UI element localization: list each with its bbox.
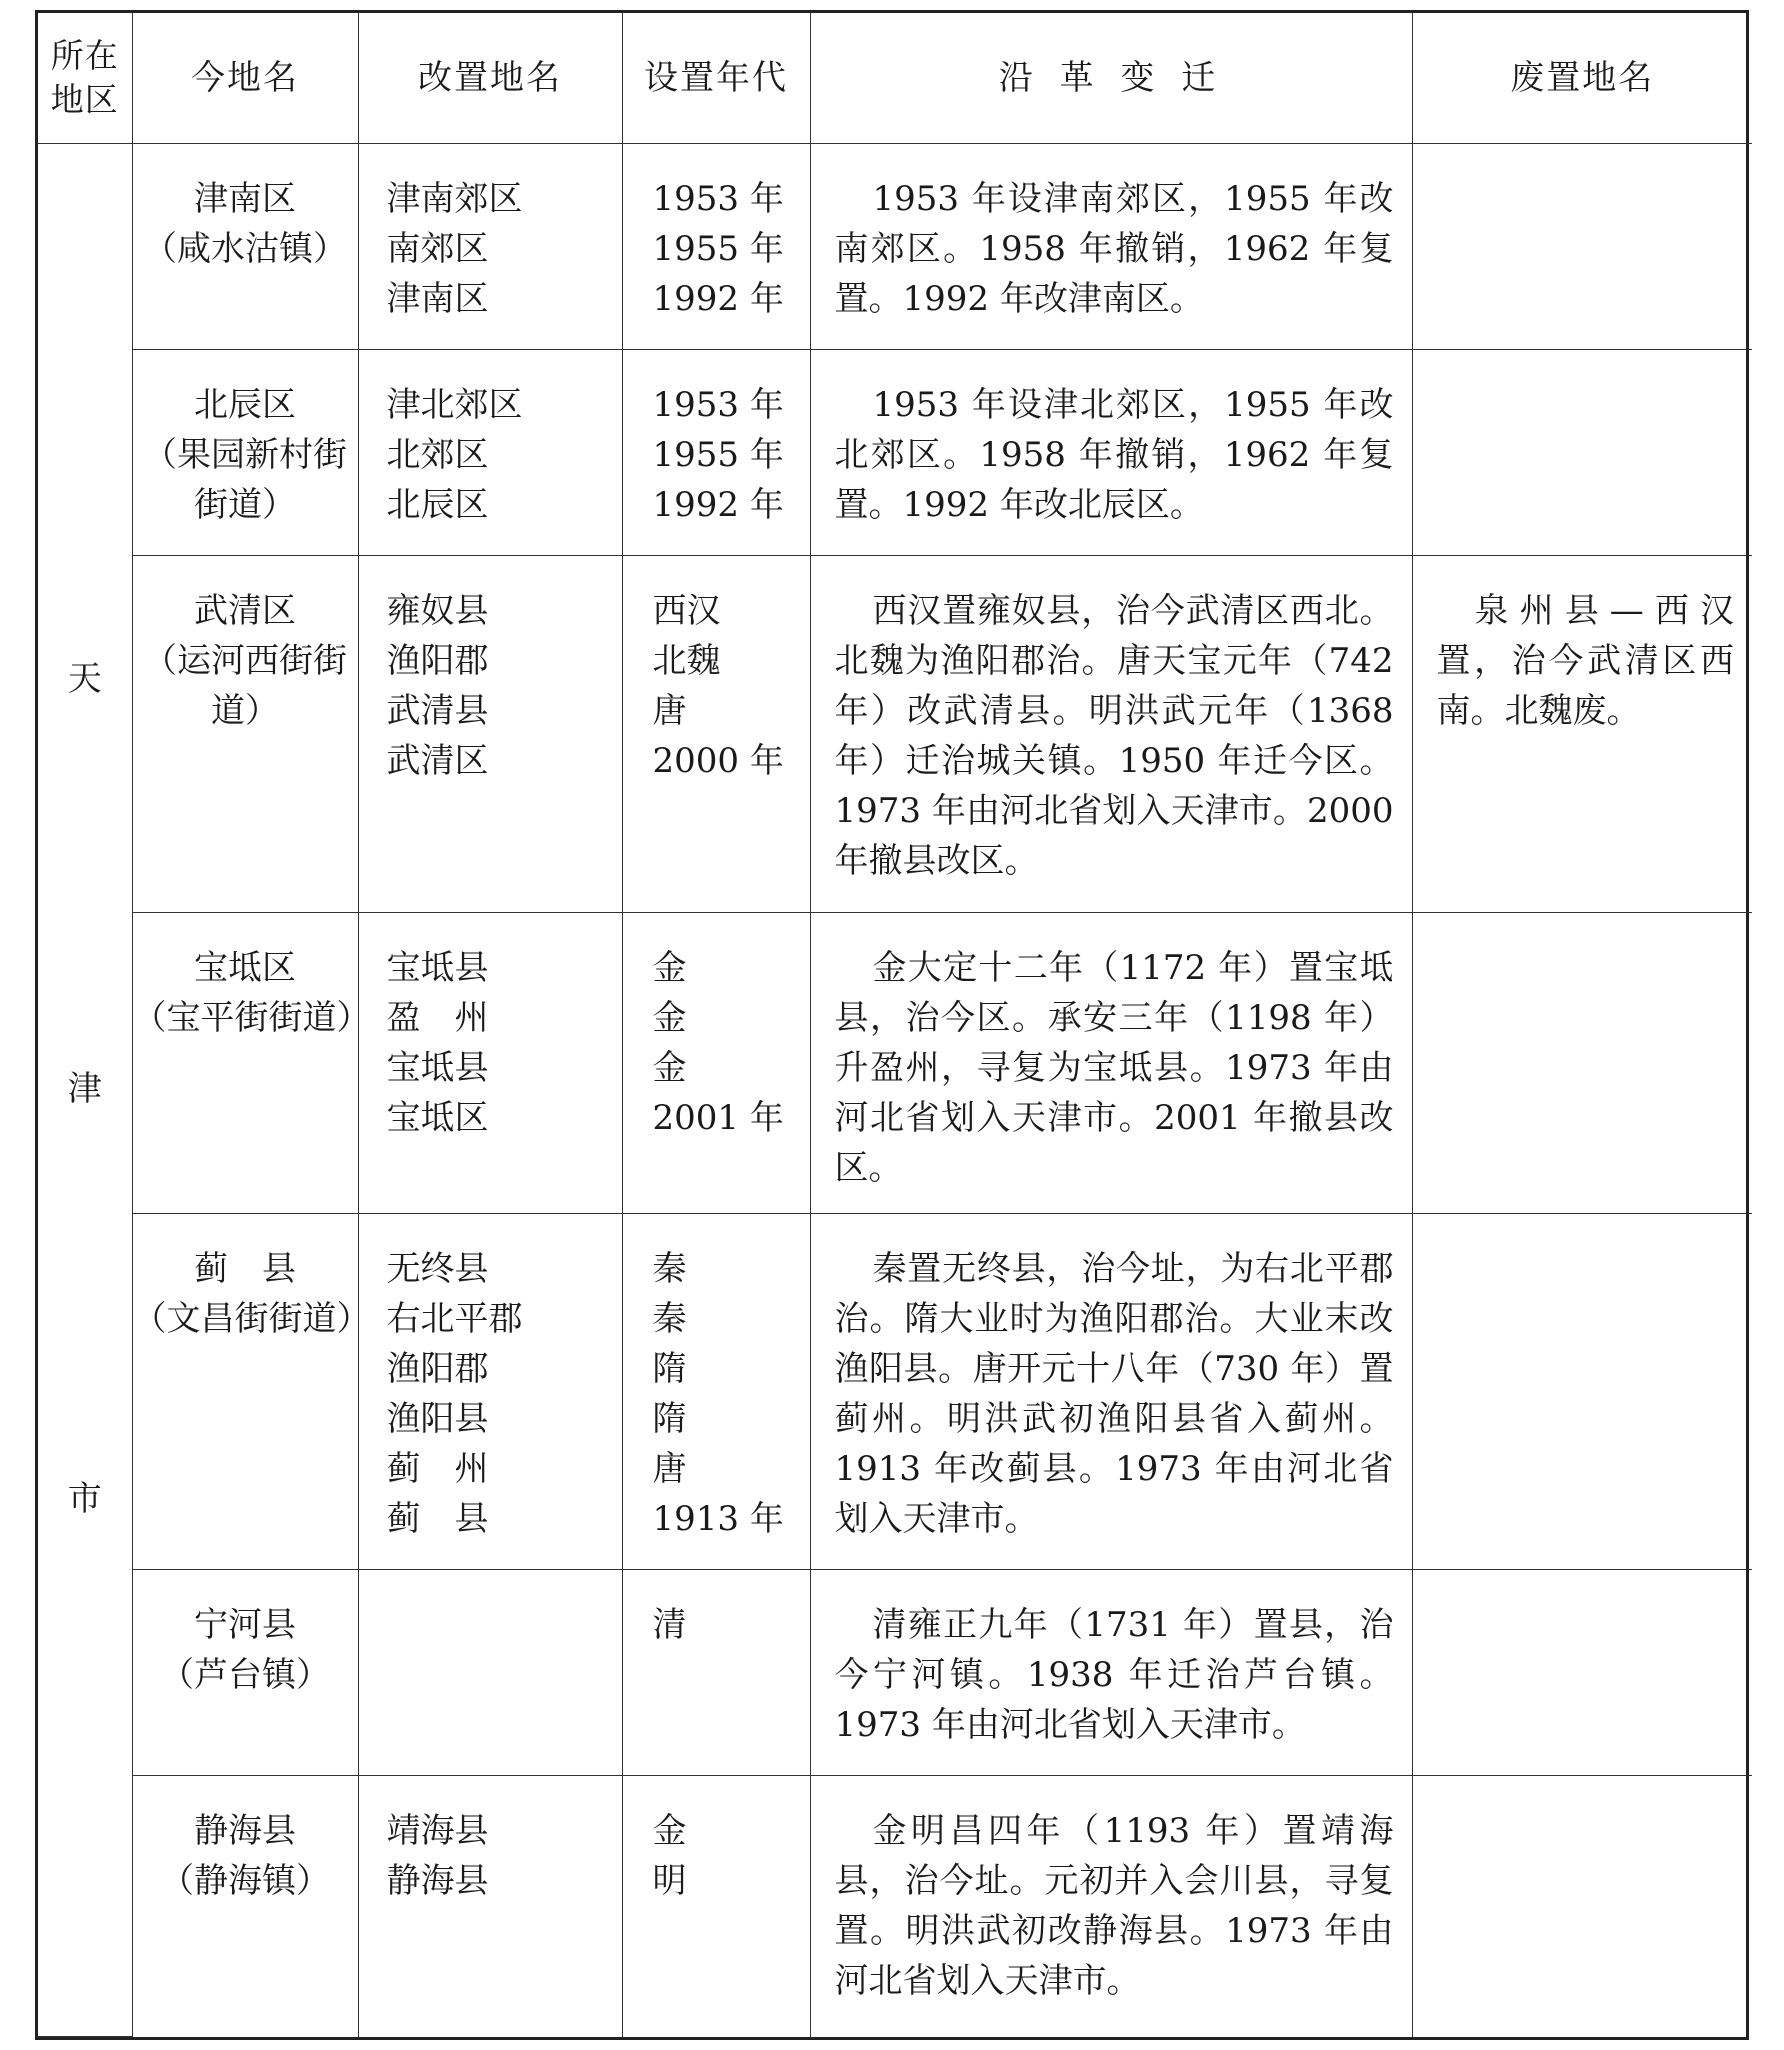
years-cell bbox=[622, 143, 810, 349]
modern-name-cell bbox=[132, 350, 358, 556]
renamed-name: 渔阳郡 bbox=[386, 1348, 489, 1389]
abolished-name-cell bbox=[1412, 350, 1752, 556]
history-cell: 1953 年设津南郊区，1955 年改南郊区。1958 年撤销，1962 年复置。1992 年改津南区。 bbox=[810, 143, 1412, 349]
renamed-names-cell bbox=[358, 1776, 622, 2037]
header-region-line-2: 地区 bbox=[50, 79, 119, 119]
year-established: 金 bbox=[652, 997, 687, 1038]
year-established: 金 bbox=[652, 1047, 687, 1088]
renamed-name: 津南郊区 bbox=[386, 178, 523, 219]
year-established: 1992 年 bbox=[652, 485, 784, 526]
renamed-name: 宝坻县 bbox=[386, 1047, 489, 1088]
modern-name-cell bbox=[132, 143, 358, 349]
renamed-name: 渔阳县 bbox=[386, 1398, 489, 1439]
county-seat: 道） bbox=[211, 691, 279, 732]
header-region bbox=[38, 13, 132, 143]
renamed-name: 右北平郡 bbox=[386, 1298, 523, 1339]
region-char: 天 bbox=[67, 658, 102, 699]
year-established: 1953 年 bbox=[652, 385, 784, 426]
renamed-names-cell bbox=[358, 1213, 622, 1570]
history-cell: 金大定十二年（1172 年）置宝坻县，治今区。承安三年（1198 年）升盈州，寻复为宝坻县。1973 年由河北省划入天津市。2001 年撤县改区。 bbox=[810, 912, 1412, 1213]
header-year-established: 设置年代 bbox=[622, 13, 810, 143]
renamed-name: 北郊区 bbox=[386, 435, 489, 476]
abolished-name-cell: 泉州县—西汉置，治今武清区西南。北魏废。 bbox=[1412, 556, 1752, 913]
renamed-name: 靖海县 bbox=[386, 1811, 489, 1852]
abolished-name-cell bbox=[1412, 912, 1752, 1213]
year-established: 唐 bbox=[652, 1448, 687, 1489]
history-cell: 秦置无终县，治今址，为右北平郡治。隋大业时为渔阳郡治。大业末改渔阳县。唐开元十八年（730 年）置蓟州。明洪武初渔阳县省入蓟州。1913 年改蓟县。1973 年由河北省划入天津市。 bbox=[810, 1213, 1412, 1570]
header-abolished-name: 废置地名 bbox=[1412, 13, 1752, 143]
year-established: 金 bbox=[652, 947, 687, 988]
year-established: 2000 年 bbox=[652, 741, 784, 782]
years-cell bbox=[622, 912, 810, 1213]
modern-name: 静海县 bbox=[194, 1811, 296, 1852]
modern-name: 津南区 bbox=[194, 178, 296, 219]
year-established: 1953 年 bbox=[652, 178, 784, 219]
year-established: 金 bbox=[652, 1811, 687, 1852]
county-seat: （宝平街街道） bbox=[132, 997, 371, 1038]
history-cell: 1953 年设津北郊区，1955 年改北郊区。1958 年撤销，1962 年复置。1992 年改北辰区。 bbox=[810, 350, 1412, 556]
county-seat: （芦台镇） bbox=[160, 1655, 330, 1696]
abolished-name-cell bbox=[1412, 1570, 1752, 1776]
renamed-names-cell bbox=[358, 556, 622, 913]
header-row bbox=[38, 13, 1752, 143]
year-established: 隋 bbox=[652, 1348, 687, 1389]
year-established: 1955 年 bbox=[652, 435, 784, 476]
abolished-name-cell bbox=[1412, 1776, 1752, 2037]
region-char: 津 bbox=[67, 1068, 102, 1109]
years-cell bbox=[622, 1776, 810, 2037]
history-cell: 西汉置雍奴县，治今武清区西北。北魏为渔阳郡治。唐天宝元年（742 年）改武清县。明洪武元年（1368 年）迁治城关镇。1950 年迁今区。1973 年由河北省划入天津市。2000 年撤县改区。 bbox=[810, 556, 1412, 913]
table-row bbox=[38, 1213, 1752, 1570]
modern-name-cell bbox=[132, 1570, 358, 1776]
renamed-name: 宝坻县 bbox=[386, 947, 489, 988]
table-row bbox=[38, 912, 1752, 1213]
county-seat: （运河西街街 bbox=[143, 641, 347, 682]
renamed-name: 北辰区 bbox=[386, 485, 489, 526]
renamed-name: 蓟 州 bbox=[386, 1448, 489, 1489]
year-established: 1955 年 bbox=[652, 228, 784, 269]
modern-name: 宁河县 bbox=[194, 1605, 296, 1646]
gazetteer-table-frame bbox=[35, 10, 1749, 2040]
modern-name-cell bbox=[132, 912, 371, 1213]
header-renamed-name: 改置地名 bbox=[358, 13, 622, 143]
county-seat: （果园新村街 bbox=[143, 435, 347, 476]
renamed-name: 南郊区 bbox=[386, 228, 489, 269]
renamed-name: 津南区 bbox=[386, 278, 489, 319]
year-established: 北魏 bbox=[652, 641, 721, 682]
years-cell bbox=[622, 556, 810, 913]
region-cell bbox=[38, 143, 132, 2036]
modern-name-cell bbox=[132, 1776, 358, 2037]
table-row bbox=[38, 143, 1752, 349]
year-established: 秦 bbox=[652, 1248, 687, 1289]
modern-name-cell bbox=[132, 556, 358, 913]
table-row bbox=[38, 1776, 1752, 2037]
renamed-names-cell bbox=[358, 912, 622, 1213]
header-history: 沿 革 变 迁 bbox=[810, 13, 1412, 143]
year-established: 秦 bbox=[652, 1298, 687, 1339]
modern-name: 蓟 县 bbox=[194, 1248, 296, 1289]
renamed-name: 静海县 bbox=[386, 1861, 489, 1902]
modern-name: 武清区 bbox=[194, 591, 296, 632]
history-cell: 金明昌四年（1193 年）置靖海县，治今址。元初并入会川县，寻复置。明洪武初改静海县。1973 年由河北省划入天津市。 bbox=[810, 1776, 1412, 2037]
renamed-name: 无终县 bbox=[386, 1248, 489, 1289]
years-cell bbox=[622, 1213, 810, 1570]
table-row bbox=[38, 1570, 1752, 1776]
year-established: 明 bbox=[652, 1861, 687, 1902]
county-seat: （文昌街街道） bbox=[132, 1298, 371, 1339]
table-row bbox=[38, 556, 1752, 913]
renamed-name: 津北郊区 bbox=[386, 385, 523, 426]
year-established: 1992 年 bbox=[652, 278, 784, 319]
year-established: 清 bbox=[652, 1605, 687, 1646]
history-cell: 清雍正九年（1731 年）置县，治今宁河镇。1938 年迁治芦台镇。1973 年由河北省划入天津市。 bbox=[810, 1570, 1412, 1776]
years-cell bbox=[622, 350, 810, 556]
year-established: 2001 年 bbox=[652, 1097, 784, 1138]
renamed-name: 武清县 bbox=[386, 691, 489, 732]
modern-name: 北辰区 bbox=[194, 385, 296, 426]
county-seat: （咸水沽镇） bbox=[143, 228, 347, 269]
region-char: 市 bbox=[67, 1478, 102, 1519]
year-established: 1913 年 bbox=[652, 1498, 784, 1539]
renamed-names-cell bbox=[358, 143, 622, 349]
renamed-name: 雍奴县 bbox=[386, 591, 489, 632]
renamed-name: 蓟 县 bbox=[386, 1498, 489, 1539]
renamed-name: 渔阳郡 bbox=[386, 641, 489, 682]
abolished-name-cell bbox=[1412, 1213, 1752, 1570]
table-row bbox=[38, 350, 1752, 556]
modern-name-cell bbox=[132, 1213, 371, 1570]
renamed-names-cell bbox=[358, 350, 622, 556]
modern-name: 宝坻区 bbox=[194, 947, 296, 988]
county-seat: （静海镇） bbox=[160, 1861, 330, 1902]
county-seat: 街道） bbox=[194, 485, 296, 526]
renamed-name: 宝坻区 bbox=[386, 1097, 489, 1138]
region-label bbox=[38, 144, 132, 2034]
header-modern-name: 今地名 bbox=[132, 13, 358, 143]
renamed-name: 武清区 bbox=[386, 741, 489, 782]
place-name-table bbox=[38, 13, 1752, 2037]
renamed-name: 盈 州 bbox=[386, 997, 489, 1038]
abolished-name-cell bbox=[1412, 143, 1752, 349]
renamed-names-cell bbox=[358, 1570, 622, 1776]
year-established: 唐 bbox=[652, 691, 687, 732]
header-region-line-1: 所在 bbox=[50, 35, 119, 75]
year-established: 西汉 bbox=[652, 591, 721, 632]
years-cell bbox=[622, 1570, 810, 1776]
year-established: 隋 bbox=[652, 1398, 687, 1439]
